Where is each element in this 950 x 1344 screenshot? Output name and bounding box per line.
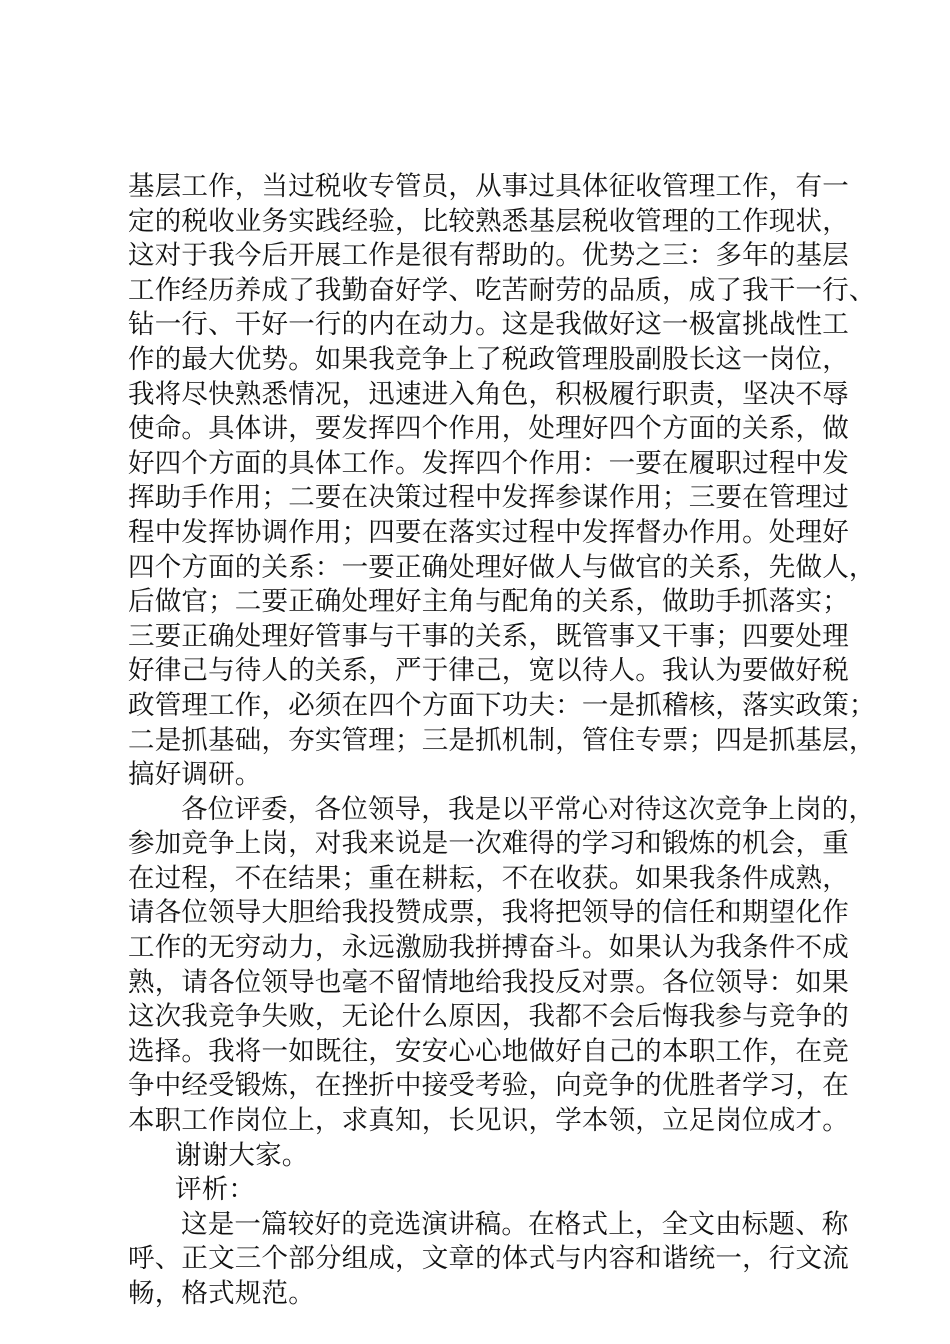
closing-paragraph-line: 各位评委，各位领导，我是以平常心对待这次竞争上岗的， — [181, 793, 876, 825]
body-line: 挥助手作用；二要在决策过程中发挥参谋作用；三要在管理过 — [128, 482, 849, 514]
thanks-line: 谢谢大家。 — [175, 1139, 309, 1171]
body-line: 工作经历养成了我勤奋好学、吃苦耐劳的品质，成了我干一行、 — [128, 274, 876, 306]
body-line: 使命。具体讲，要发挥四个作用，处理好四个方面的关系，做 — [128, 413, 849, 445]
body-line: 作的最大优势。如果我竞争上了税政管理股副股长这一岗位， — [128, 343, 849, 375]
closing-paragraph-line: 这次我竞争失败，无论什么原因，我都不会后悔我参与竞争的 — [128, 1001, 849, 1033]
closing-paragraph-line: 本职工作岗位上，求真知，长见识，学本领，立足岗位成才。 — [128, 1105, 849, 1137]
closing-paragraph-line: 参加竞争上岗，对我来说是一次难得的学习和锻炼的机会，重 — [128, 828, 849, 860]
body-line: 二是抓基础，夯实管理；三是抓机制，管住专票；四是抓基层， — [128, 724, 876, 756]
body-line: 我将尽快熟悉情况，迅速进入角色，积极履行职责，坚决不辱 — [128, 378, 849, 410]
closing-paragraph-line: 争中经受锻炼，在挫折中接受考验，向竞争的优胜者学习，在 — [128, 1070, 849, 1102]
analysis-line: 畅，格式规范。 — [128, 1278, 315, 1309]
closing-paragraph-line: 在过程，不在结果；重在耕耘，不在收获。如果我条件成熟， — [128, 862, 849, 894]
closing-paragraph-line: 工作的无穷动力，永远激励我拼搏奋斗。如果认为我条件不成 — [128, 932, 849, 964]
closing-paragraph-line: 请各位领导大胆给我投赞成票，我将把领导的信任和期望化作 — [128, 897, 849, 929]
body-line: 好四个方面的具体工作。发挥四个作用：一要在履职过程中发 — [128, 447, 849, 479]
body-line: 搞好调研。 — [128, 759, 262, 791]
analysis-label: 评析： — [175, 1174, 256, 1206]
analysis-line: 这是一篇较好的竞选演讲稿。在格式上，全文由标题、称 — [181, 1208, 849, 1240]
closing-paragraph-line: 熟，请各位领导也毫不留情地给我投反对票。各位领导：如果 — [128, 966, 849, 998]
body-line: 政管理工作，必须在四个方面下功夫：一是抓稽核，落实政策； — [128, 689, 876, 721]
body-line: 四个方面的关系：一要正确处理好做人与做官的关系，先做人， — [128, 551, 876, 583]
body-line: 定的税收业务实践经验，比较熟悉基层税收管理的工作现状， — [128, 205, 849, 237]
analysis-line: 呼、正文三个部分组成，文章的体式与内容和谐统一，行文流 — [128, 1243, 849, 1275]
body-line: 好律己与待人的关系，严于律己，宽以待人。我认为要做好税 — [128, 655, 849, 687]
body-line: 程中发挥协调作用；四要在落实过程中发挥督办作用。处理好 — [128, 516, 849, 548]
body-line: 后做官；二要正确处理好主角与配角的关系，做助手抓落实； — [128, 586, 849, 618]
document-body — [128, 170, 876, 1312]
body-line: 这对于我今后开展工作是很有帮助的。优势之三：多年的基层 — [128, 240, 849, 272]
body-line: 三要正确处理好管事与干事的关系，既管事又干事；四要处理 — [128, 620, 849, 652]
closing-paragraph-line: 选择。我将一如既往，安安心心地做好自己的本职工作，在竞 — [128, 1035, 849, 1067]
body-line: 基层工作，当过税收专管员，从事过具体征收管理工作，有一 — [128, 171, 849, 202]
body-line: 钻一行、干好一行的内在动力。这是我做好这一极富挑战性工 — [128, 309, 849, 341]
